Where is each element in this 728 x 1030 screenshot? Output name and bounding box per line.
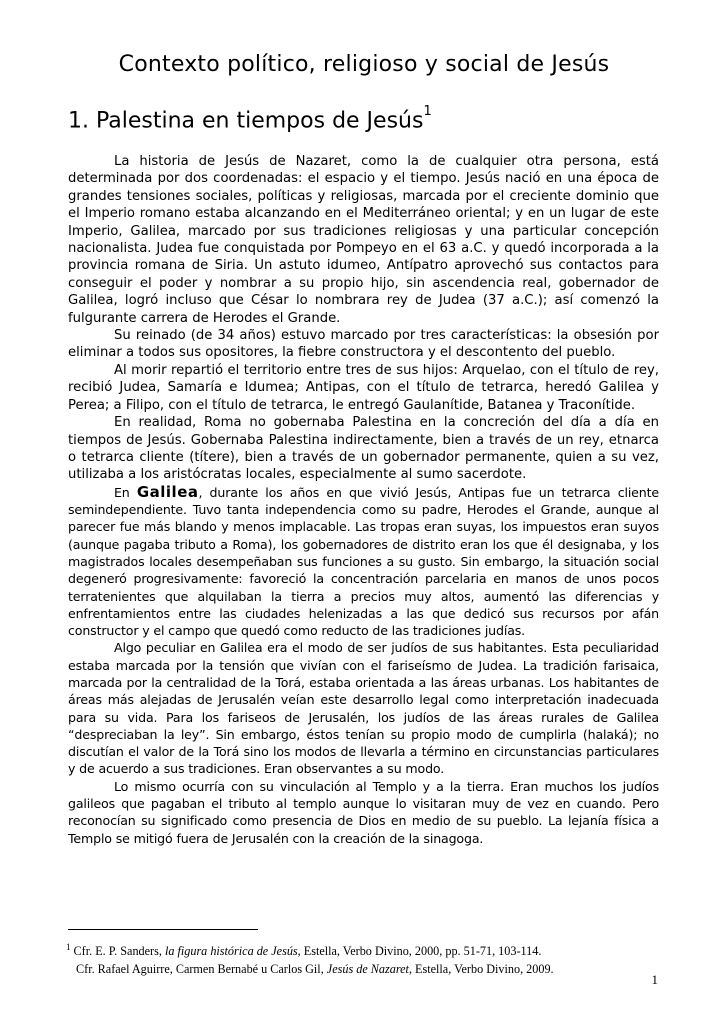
paragraph-5 — [68, 484, 659, 640]
body-text — [68, 153, 659, 847]
section-heading-text: 1. Palestina en tiempos de Jesús — [68, 108, 424, 134]
paragraph-2: Su reinado (de 34 años) estuvo marcado por tres características: la obsesión por eliminar a todos sus opositores, la fiebre constructora y el descontento del pueblo. — [68, 328, 659, 361]
footnote-divider — [68, 929, 258, 930]
footnote-1-mark: 1 — [66, 942, 71, 952]
paragraph-5-emphasis: Galilea — [136, 482, 199, 501]
footnote-1-post: Estella, Verbo Divino, 2000, pp. 51-71, 103-114. — [300, 944, 542, 959]
footnote-2 — [66, 960, 666, 978]
paragraph-1: La historia de Jesús de Nazaret, como la de cualquier otra persona, está determinada por dos coordenadas: el espacio y el tiempo. Jesús nació en una época de grandes tensiones sociales, políticas y religiosas, marcada por el creciente dominio que el Imperio romano estaba alcanzando en el Mediterráneo oriental; y en un lugar de este Imperio, Galilea, marcado por sus tradiciones religiosas y una particular concepción nacionalista. Judea fue conquistada por Pompeyo en el 63 a.C. y quedó incorporada a la provincia romana de Siria. Un astuto idumeo, Antípatro aprovechó sus contactos para conseguir el poder y nombrar a su propio hijo, sin ascendencia real, gobernador de Galilea, logró incluso que César lo nombrara rey de Judea (37 a.C.); así comenzó la fulgurante carrera de Herodes el Grande. — [68, 154, 659, 326]
footnote-2-pre: Cfr. Rafael Aguirre, Carmen Bernabé u Carlos Gil, — [76, 962, 327, 977]
paragraph-5-rest: , durante los años en que vivió Jesús, Antipas fue un tetrarca cliente semindependiente. Tuvo tanta independencia como su padre, Herodes el Grande, aunque al parecer fue más blando y menos implacable. Las tropas eran suyas, los impuestos eran suyos (aunque pagaba tributo a Roma), los gobernadores de distrito eran los que él designaba, y los magistrados locales desempeñaban sus funciones a su gusto. Sin embargo, la situación social degeneró progresivamente: favoreció la concentración parcelaria en manos de unos pocos terratenientes que alquilaban la tierra a precios muy altos, aumentó las diferencias y enfrentamientos entre las ciudades helenizadas a las que dedicó sus recursos por afán constructor y el campo que quedó como reducto de las tradiciones judías. — [68, 484, 659, 639]
footnote-1-pre: Cfr. E. P. Sanders, — [70, 944, 165, 959]
footnotes — [66, 938, 666, 978]
document-title: Contexto político, religioso y social de Jesús — [118, 52, 610, 77]
paragraph-3: Al morir repartió el territorio entre tres de sus hijos: Arquelao, con el título de rey, recibió Judea, Samaría e Idumea; Antipas, con el título de tetrarca, heredó Galilea y Perea; a Filipo, con el título de tetrarca, le entregó Gaulanítide, Batanea y Traconítide. — [68, 362, 659, 413]
footnote-reference[interactable]: 1 — [423, 104, 432, 119]
footnote-2-post: , Estella, Verbo Divino, 2009. — [408, 962, 554, 977]
paragraph-5-lead: En — [114, 484, 137, 500]
footnote-1-italic: la figura histórica de Jesús, — [164, 944, 301, 959]
footnote-2-italic: Jesús de Nazaret — [326, 962, 409, 977]
paragraph-7: Lo mismo ocurría con su vinculación al Templo y a la tierra. Eran muchos los judíos galileos que pagaban el tributo al templo aunque lo visitaran muy de vez en cuando. Pero reconocían su significado como presencia de Dios en medio de su pueblo. La lejanía física a Templo se mitigó fuera de Jerusalén con la creación de la sinagoga. — [68, 778, 659, 846]
paragraph-6: Algo peculiar en Galilea era el modo de ser judíos de sus habitantes. Esta peculiaridad estaba marcada por la tensión que vivían con el fariseísmo de Judea. La tradición farisaica, marcada por la centralidad de la Torá, estaba orientada a las áreas urbanas. Los habitantes de áreas más alejadas de Jerusalén veían este desarrollo legal como interpretación inadecuada para su vida. Para los fariseos de Jerusalén, los judíos de las áreas rurales de Galilea “despreciaban la ley”. Sin embargo, éstos tenían su propio modo de cumplirla (halaká); no discutían el valor de la Torá sino los modos de llevarla a término en circunstancias particulares y de acuerdo a sus tradiciones. Eran observantes a su modo. — [68, 640, 659, 777]
page-number: 1 — [651, 972, 658, 987]
section-heading — [68, 104, 432, 134]
paragraph-4: En realidad, Roma no gobernaba Palestina en la concreción del día a día en tiempos de Jesús. Gobernaba Palestina indirectamente, bien a través de un rey, etnarca o tetrarca cliente (títere), bien a través de un gobernador permanente, quien a su vez, utilizaba a los aristócratas locales, especialmente al sumo sacerdote. — [68, 415, 659, 483]
footnote-1 — [66, 938, 666, 960]
